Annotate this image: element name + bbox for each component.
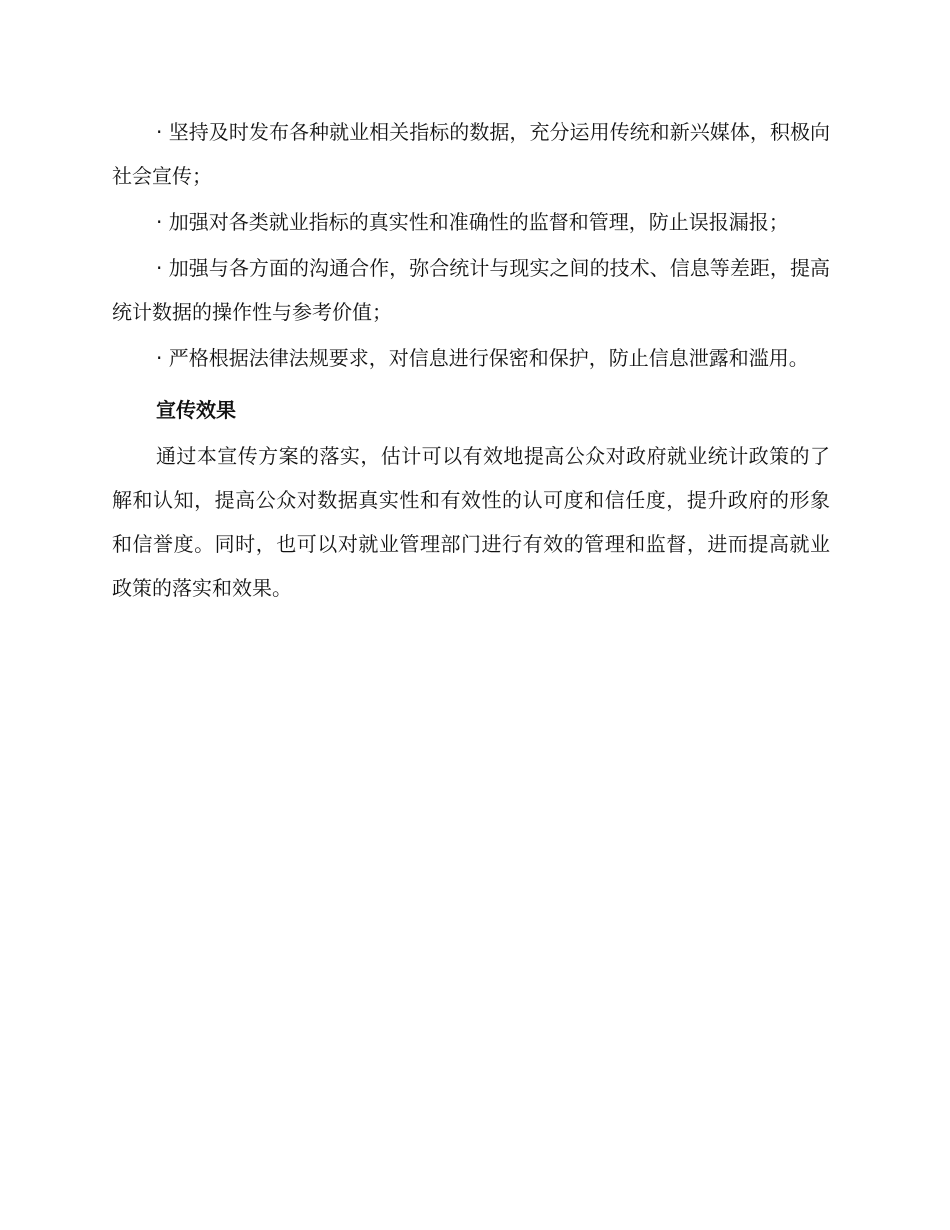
bullet-item-cooperation: · 加强与各方面的沟通合作，弥合统计与现实之间的技术、信息等差距，提高统计数据的操作性与参考价值； — [112, 256, 830, 324]
bullet-item-publish-data: · 坚持及时发布各种就业相关指标的数据，充分运用传统和新兴媒体，积极向社会宣传； — [112, 120, 830, 188]
bullet-item-confidentiality: · 严格根据法律法规要求，对信息进行保密和保护，防止信息泄露和滥用。 — [156, 346, 809, 370]
section-heading: 宣传效果 — [156, 398, 236, 422]
bullet-item-supervision: · 加强对各类就业指标的真实性和准确性的监督和管理，防止误报漏报； — [156, 210, 789, 234]
document-content — [112, 110, 830, 610]
section-body-paragraph: 通过本宣传方案的落实，估计可以有效地提高公众对政府就业统计政策的了解和认知，提高公众对数据真实性和有效性的认可度和信任度，提升政府的形象和信誉度。同时，也可以对就业管理部门进行有效的管理和监督，进而提高就业政策的落实和效果。 — [112, 444, 830, 600]
